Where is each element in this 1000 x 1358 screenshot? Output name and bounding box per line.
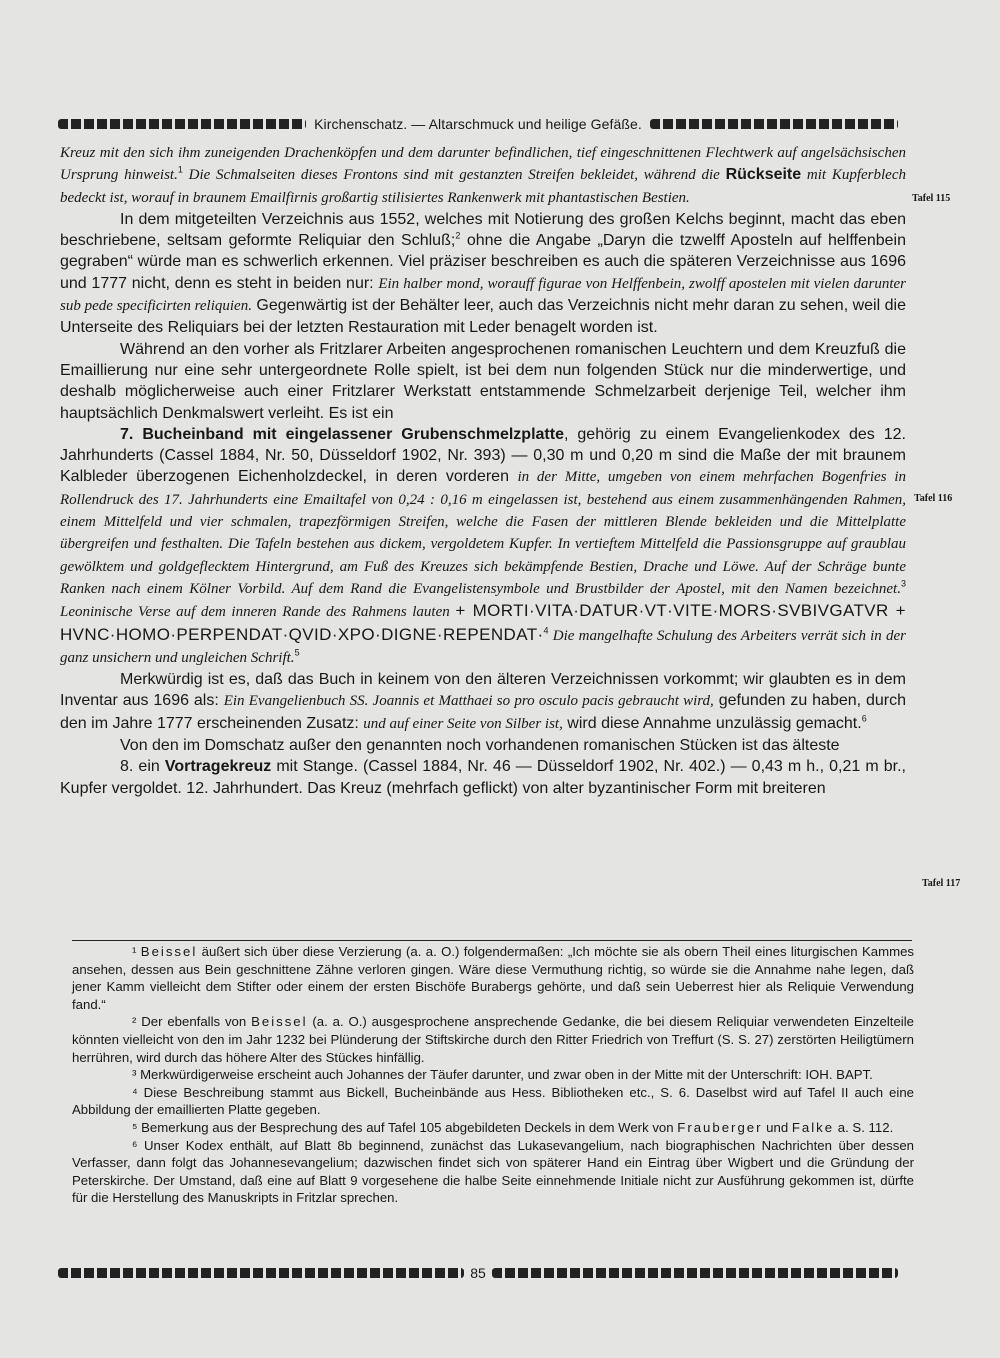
- bold-term: Vortragekreuz: [164, 758, 272, 776]
- margin-note-tafel-117: Tafel 117: [922, 878, 961, 889]
- text: mit Stange. (Cassel 1884, Nr. 46 — Düsseldorf 1902, Nr. 402.) — 0,43 m h., 0,21 m br., Kupfer vergoldet. 12. Jahrhundert. Das Kreuz (mehrfach geflickt) von alter byzantinischer Form mit breiteren: [60, 758, 907, 797]
- author-name: Frauberger: [677, 1119, 763, 1135]
- text: Während an den vorher als Fritzlarer Arbeiten angesprochenen romanischen Leuchtern und dem Kreuzfuß die Emaillierung nur eine sehr untergeordnete Rolle spielt, ist bei dem nun folgenden Stück nur die minderwertige, und deshalb möglicherweise auch einer Fritzlarer Werkstatt entstammende Schmelzarbeit derjenige Teil, welcher ihm hauptsächlich Denkmalswert verleiht. Es ist ein: [60, 340, 906, 422]
- margin-note-tafel-116: Tafel 116: [914, 493, 953, 504]
- footnote-number: ⁵: [132, 1119, 138, 1135]
- footnote-text: Der ebenfalls von: [136, 1014, 252, 1030]
- footnote: [72, 1066, 914, 1084]
- author-name: Falke: [791, 1119, 835, 1135]
- footnote-divider: [72, 940, 912, 941]
- paragraph: [60, 339, 906, 424]
- page-footer: [58, 1264, 898, 1282]
- running-header: [58, 113, 898, 135]
- italic-text: Die mangelhafte Schulung des Arbeiters verrät sich in der ganz unsichern und ungleichen Schrift.: [60, 627, 906, 666]
- text: , gehörig zu einem Evangelienkodex des 12. Jahrhunderts (Cassel 1884, Nr. 50, Düsseldorf 1902, Nr. 393) — 0,30 m und 0,20 m sind die Maße der mit braunem Kalbleder überzogenen Eichenholzdeckel, in deren vorderen: [60, 425, 906, 486]
- text: Gegenwärtig ist der Behälter leer, auch das Verzeichnis nicht mehr daran zu sehen, weil die Unterseite des Reliquiars bei der letzten Restauration mit Leder benagelt worden ist.: [60, 297, 906, 337]
- footnote-text: Unser Kodex enthält, auf Blatt 8b beginnend, zunächst das Lukasevangelium, nach biographischen Nachrichten über dessen Verfasser, dann folgt das Johannesevangelium; dazwischen findet sich von späterer Hand ein Eintrag über Wigbert und die Gründung der Peterskirche. Der Umstand, daß eine auf Blatt 9 vorgesehene die halbe Seite einnehmende Initiale nicht zur Ausführung gekommen ist, dürfte für die Herstellung des Manuskripts in Fritzlar sprechen.: [72, 1137, 914, 1206]
- latin-inscription: + MORTI·VITA·DATUR·VT·VITE·MORS·SVBIVGATVR + HVNC·HOMO·PERPENDAT·QVID·XPO·DIGNE·REPENDAT·: [60, 601, 906, 644]
- italic-text: Die Schmalseiten dieses Frontons sind mit gestanzten Streifen bekleidet, während die: [182, 167, 726, 184]
- footnote-ref: 4: [543, 625, 549, 636]
- footnote-number: ⁴: [132, 1084, 138, 1100]
- page-number: 85: [470, 1265, 486, 1281]
- footnote-text: äußert sich über diese Verzierung (a. a. O.) folgendermaßen: „Ich möchte sie als obern Theil eines liturgischen Kammes ansehen, dessen aus Bein geschnittene Zähne verloren gingen. Wäre diese Vermuthung richtig, so würde sie die Annahme nahe legen, daß jener Kamm vielleicht dem Stifter oder einem der ersten Bischöfe Burabergs gehörte, und daß sein Ueberrest hier als Reliquie Verwendung fand.“: [72, 944, 914, 1012]
- footnote: [72, 943, 914, 1013]
- footnote-text: (a. a. O.) ausgesprochene ansprechende Gedanke, die bei diesem Reliquiar verwendeten Einzelteile könnten vielleicht von den im Jahr 1232 bei Plünderung der Stiftskirche durch den Ritter Friedrich von Treffurt (S. S. 27) zerstörten Heiligtümern herrühren, wird durch das höhere Alter des Stückes hinfällig.: [72, 1014, 914, 1065]
- text: In dem mitgeteilten Verzeichnis aus 1552, welches mit Notierung des großen Kelchs beginnt, macht das eben beschriebene, seltsam geformte Reliquiar den Schluß;: [60, 210, 906, 250]
- footnote-text: und: [762, 1119, 792, 1135]
- italic-text: in der Mitte, umgeben von einem mehrfachen Bogenfries in Rollendruck des 17. Jahrhunderts eine Emailtafel von 0,24 : 0,16 m eingelassen ist, bestehend aus einem zusammenhängenden Rahmen, einem Mittelfeld und vier schmalen, trapezförmigen Streifen, welche die Fasen der mittleren Blende bekleiden und die Mittelplatte übergreifen und festhalten. Die Tafeln bestehen aus dickem, vergoldetem Kupfer. In vertieftem Mittelfeld die Passionsgruppe auf graublau gewölktem und goldgeflecktem Hintergrund, am Fuß des Kreuzes sich bekämpfende Bestien, Drache und Löwe. Auf der Schräge bunte Ranken nach einem Kölner Vorbild. Auf dem Rand die Evangelistensymbole und Brustbilder der Apostel, mit den Namen bezeichnet.: [60, 469, 906, 597]
- margin-note-tafel-115: Tafel 115: [912, 193, 951, 204]
- footnote-text: Diese Beschreibung stammt aus Bickell, Bucheinbände aus Hess. Bibliotheken etc., S. 6. Daselbst wird auf Tafel II auch eine Abbildung der emaillierten Platte gegeben.: [72, 1084, 914, 1118]
- footnote-ref: 6: [861, 713, 867, 724]
- paragraph: [60, 424, 906, 669]
- italic-quote: und auf einer Seite von Silber ist,: [363, 715, 563, 732]
- footnote: [72, 1119, 914, 1137]
- italic-text: Kreuz mit den sich ihm zuneigenden Drachenköpfen und dem darunter befindlichen, tief eingeschnittenen Flechtwerk auf angelsächsischen Ursprung hinweist.: [60, 145, 906, 184]
- italic-quote: Ein Evangelienbuch SS. Joannis et Matthaei so pro osculo pacis gebraucht wird,: [223, 693, 714, 710]
- paragraph: [60, 756, 906, 799]
- text: ohne die Angabe „Daryn die tzwelff Aposteln auf helffenbein gegraben“ würde man es schwerlich erkennen. Viel präziser beschreiben es auch die späteren Verzeichnisse aus 1696 und 1777 nicht, denn es steht in beiden nur:: [60, 232, 906, 292]
- italic-text: Leoninische Verse auf dem inneren Rande des Rahmens lauten: [60, 604, 456, 621]
- item-number: 7.: [120, 425, 143, 443]
- ornament-border-left: [58, 1268, 464, 1278]
- paragraph: [60, 669, 906, 735]
- footnote-ref: 2: [455, 230, 461, 241]
- footnote: [72, 1013, 914, 1066]
- main-text: [60, 142, 906, 799]
- author-name: Beissel: [251, 1014, 308, 1030]
- text: Merkwürdig ist es, daß das Buch in keinem von den älteren Verzeichnissen vorkommt; wir glaubten es in dem Inventar aus 1696 als:: [60, 671, 906, 710]
- footnote-ref: 3: [900, 578, 906, 589]
- italic-text: mit Kupferblech bedeckt ist, worauf in braunem Emailfirnis großartig stilisiertes Rankenwerk mit phantastischen Bestien.: [60, 167, 906, 206]
- paragraph: [60, 142, 906, 209]
- footnotes: [72, 943, 914, 1207]
- item-number: 8. ein: [120, 758, 165, 776]
- footnote: [72, 1084, 914, 1119]
- footnote-number: ¹: [132, 944, 137, 959]
- ornament-border-right: [492, 1268, 898, 1278]
- author-name: Beissel: [140, 944, 198, 959]
- footnote: [72, 1137, 914, 1207]
- ornament-border-left: [58, 119, 306, 129]
- footnote-number: ⁶: [132, 1137, 138, 1153]
- header-title: Kirchenschatz. — Altarschmuck und heilige Gefäße.: [314, 116, 642, 132]
- italic-quote: Ein halber mond, worauff figurae von Helffenbein, zwolff apostelen mit vielen darunter sub pede specificirten reliquien.: [60, 275, 906, 315]
- text: Von den im Domschatz außer den genannten noch vorhandenen romanischen Stücken ist das älteste: [120, 737, 840, 755]
- footnote-text: a. S. 112.: [834, 1119, 894, 1135]
- footnote-number: ²: [132, 1014, 137, 1030]
- bold-term: Rückseite: [725, 166, 802, 184]
- footnote-ref: 5: [294, 647, 300, 658]
- paragraph: [60, 209, 906, 339]
- paragraph: [60, 735, 906, 756]
- ornament-border-right: [650, 119, 898, 129]
- bold-term: Bucheinband mit eingelassener Grubenschmelzplatte: [142, 425, 564, 443]
- footnote-text: Merkwürdigerweise erscheint auch Johannes der Täufer darunter, und zwar oben in der Mitte mit der Unterschrift: IOH. BAPT.: [136, 1067, 873, 1083]
- text: gefunden zu haben, durch den im Jahre 1777 erscheinenden Zusatz:: [60, 692, 907, 732]
- footnote-text: Bemerkung aus der Besprechung des auf Tafel 105 abgebildeten Deckels in dem Werk von: [137, 1119, 678, 1135]
- footnote-ref: 1: [177, 164, 183, 175]
- text: wird diese Annahme unzulässig gemacht.: [562, 714, 862, 732]
- footnote-number: ³: [132, 1067, 137, 1083]
